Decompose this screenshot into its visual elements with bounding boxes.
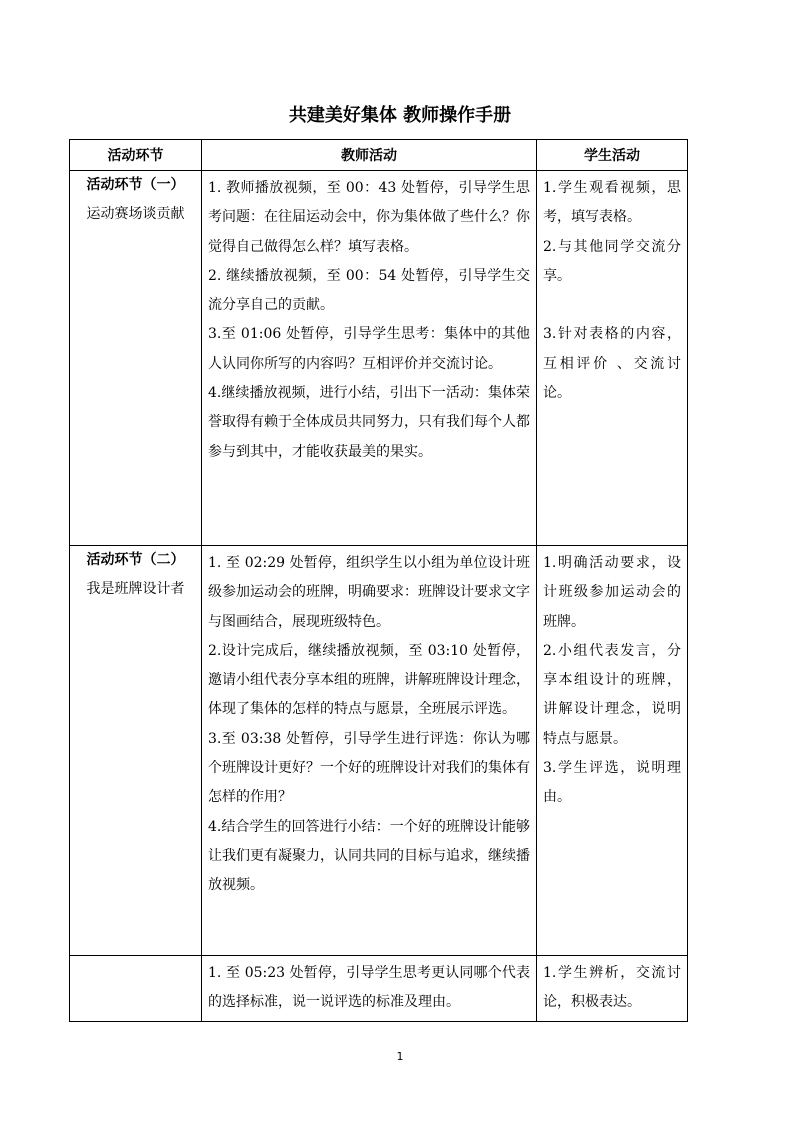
teacher-step: 1. 至 02:29 处暂停，组织学生以小组为单位设计班级参加运动会的班牌，明确要求：班牌设计要求文字与图画结合，展现班级特色。 xyxy=(208,555,530,630)
teacher-step: 4.结合学生的回答进行小结：一个好的班牌设计能够让我们更有凝聚力，认同共同的目标与追求，继续播放视频。 xyxy=(208,818,530,894)
header-student-activity: 学生活动 xyxy=(537,140,688,171)
stage-name: 活动环节（二） xyxy=(86,552,185,568)
table-header-row xyxy=(70,140,688,171)
teacher-step: 1. 教师播放视频，至 00：43 处暂停，引导学生思考问题：在往届运动会中，你为集体做了些什么？你觉得自己做得怎么样？填写表格。 xyxy=(208,180,530,255)
student-activity-cell xyxy=(537,171,688,546)
operation-table xyxy=(69,139,688,1022)
teacher-step: 3.至 01:06 处暂停，引导学生思考：集体中的其他人认同你所写的内容吗？互相评价并交流讨论。 xyxy=(208,326,530,372)
stage-cell xyxy=(70,956,202,1022)
stage-cell xyxy=(70,546,202,956)
teacher-activity-cell xyxy=(202,546,537,956)
page-title: 共建美好集体 教师操作手册 xyxy=(288,105,512,126)
page-number: 1 xyxy=(396,1050,404,1063)
teacher-step: 3.至 03:38 处暂停，引导学生进行评选：你认为哪个班牌设计更好？一个好的班牌设计对我们的集体有怎样的作用？ xyxy=(208,730,530,806)
teacher-step: 1. 至 05:23 处暂停，引导学生思考更认同哪个代表的选择标准，说一说评选的标准及理由。 xyxy=(208,965,530,1011)
teacher-step: 4.继续播放视频，进行小结，引出下一活动：集体荣誉取得有赖于全体成员共同努力，只有我们每个人都参与到其中，才能收获最美的果实。 xyxy=(208,385,530,460)
stage-name: 活动环节（一） xyxy=(86,177,185,193)
table-row xyxy=(70,171,688,546)
student-step: 3.学生评选，说明理由。 xyxy=(543,760,681,806)
teacher-step: 2. 继续播放视频，至 00：54 处暂停，引导学生交流分享自己的贡献。 xyxy=(208,267,530,314)
header-stage: 活动环节 xyxy=(70,140,202,171)
student-activity-cell xyxy=(537,956,688,1022)
student-step: 2.与其他同学交流分享。 xyxy=(543,238,681,284)
student-blank-line xyxy=(543,291,681,320)
teacher-activity-cell xyxy=(202,171,537,546)
table-row xyxy=(70,956,688,1022)
student-step: 1.明确活动要求，设计班级参加运动会的班牌。 xyxy=(543,555,681,630)
student-step: 1.学生观看视频，思考，填写表格。 xyxy=(543,180,681,226)
teacher-step: 2.设计完成后，继续播放视频，至 03:10 处暂停，邀请小组代表分享本组的班牌，讲解班牌设计理念，体现了集体的怎样的特点与愿景，全班展示评选。 xyxy=(208,642,530,718)
stage-subtitle: 我是班牌设计者 xyxy=(86,581,185,597)
student-step: 3.针对表格的内容，互相评价 、交流讨论。 xyxy=(543,326,681,402)
header-teacher-activity: 教师活动 xyxy=(202,140,537,171)
table-row xyxy=(70,546,688,956)
student-activity-cell xyxy=(537,546,688,956)
stage-subtitle: 运动赛场谈贡献 xyxy=(86,206,185,222)
stage-cell xyxy=(70,171,202,546)
teacher-activity-cell xyxy=(202,956,537,1022)
student-step: 2.小组代表发言，分享本组设计的班牌，讲解设计理念，说明特点与愿景。 xyxy=(543,642,681,747)
student-step: 1.学生辨析，交流讨论，积极表达。 xyxy=(543,965,681,1011)
